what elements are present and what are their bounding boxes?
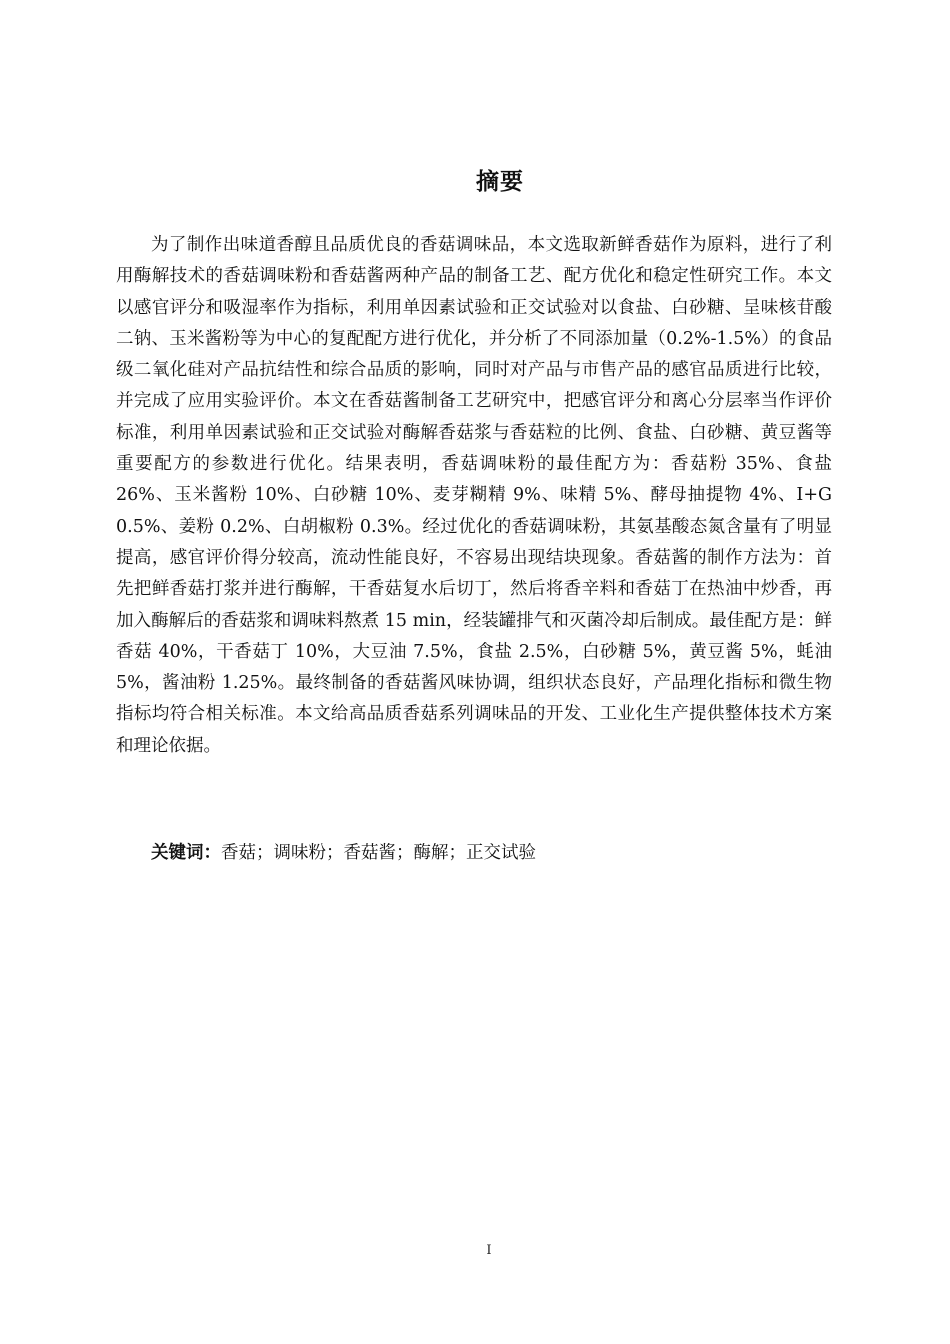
abstract-body: 为了制作出味道香醇且品质优良的香菇调味品，本文选取新鲜香菇作为原料，进行了利用酶解技术的香菇调味粉和香菇酱两种产品的制备工艺、配方优化和稳定性研究工作。本文以感官评分和吸湿率作为指标，利用单因素试验和正交试验对以食盐、白砂糖、呈味核苷酸二钠、玉米酱粉等为中心的复配配方进行优化，并分析了不同添加量（0.2%-1.5%）的食品级二氧化硅对产品抗结性和综合品质的影响，同时对产品与市售产品的感官品质进行比较，并完成了应用实验评价。本文在香菇酱制备工艺研究中，把感官评分和离心分层率当作评价标准，利用单因素试验和正交试验对酶解香菇浆与香菇粒的比例、食盐、白砂糖、黄豆酱等重要配方的参数进行优化。结果表明，香菇调味粉的最佳配方为：香菇粉 35%、食盐 26%、玉米酱粉 10%、白砂糖 10%、麦芽糊精 9%、味精 5%、酵母抽提物 4%、I+G 0.5%、姜粉 0.2%、白胡椒粉 0.3%。经过优化的香菇调味粉，其氨基酸态氮含量有了明显提高，感官评价得分较高，流动性能良好，不容易出现结块现象。香菇酱的制作方法为：首先把鲜香菇打浆并进行酶解，干香菇复水后切丁，然后将香辛料和香菇丁在热油中炒香，再加入酶解后的香菇浆和调味料熬煮 15 min，经装罐排气和灭菌冷却后制成。最佳配方是：鲜香菇 40%，干香菇丁 10%，大豆油 7.5%，食盐 2.5%，白砂糖 5%，黄豆酱 5%，蚝油 5%，酱油粉 1.25%。最终制备的香菇酱风味协调，组织状态良好，产品理化指标和微生物指标均符合相关标准。本文给高品质香菇系列调味品的开发、工业化生产提供整体技术方案和理论依据。	[116, 235, 832, 756]
abstract-title: 摘要	[476, 169, 524, 195]
keywords-list: 香菇；调味粉；香菇酱；酶解；正交试验	[221, 843, 536, 863]
page-number: I	[486, 1243, 492, 1258]
keywords-label: 关键词：	[151, 843, 221, 863]
keywords-line	[151, 838, 831, 869]
